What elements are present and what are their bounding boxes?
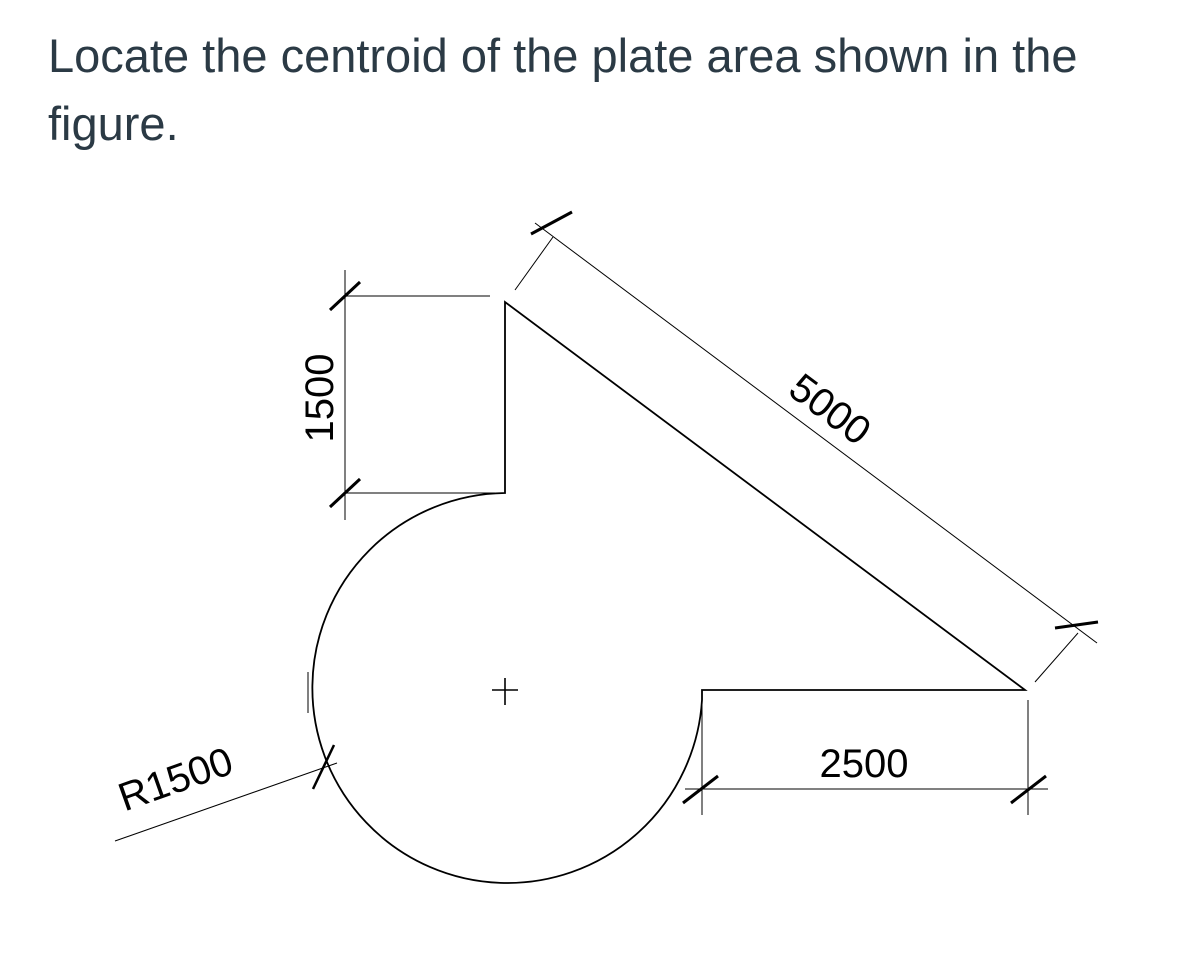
- question-text: Locate the centroid of the plate area shown in the figure.: [48, 29, 1078, 150]
- slant-dimension: [515, 212, 1098, 682]
- radius-label: R1500: [112, 739, 239, 821]
- slant-dimension-label: 5000: [780, 365, 879, 454]
- center-mark: [492, 678, 518, 705]
- vertical-dimension-label: 1500: [298, 353, 342, 443]
- vertical-dimension: [330, 270, 495, 520]
- plate-outline: [312, 302, 1025, 883]
- horizontal-dimension-label: 2500: [819, 742, 909, 786]
